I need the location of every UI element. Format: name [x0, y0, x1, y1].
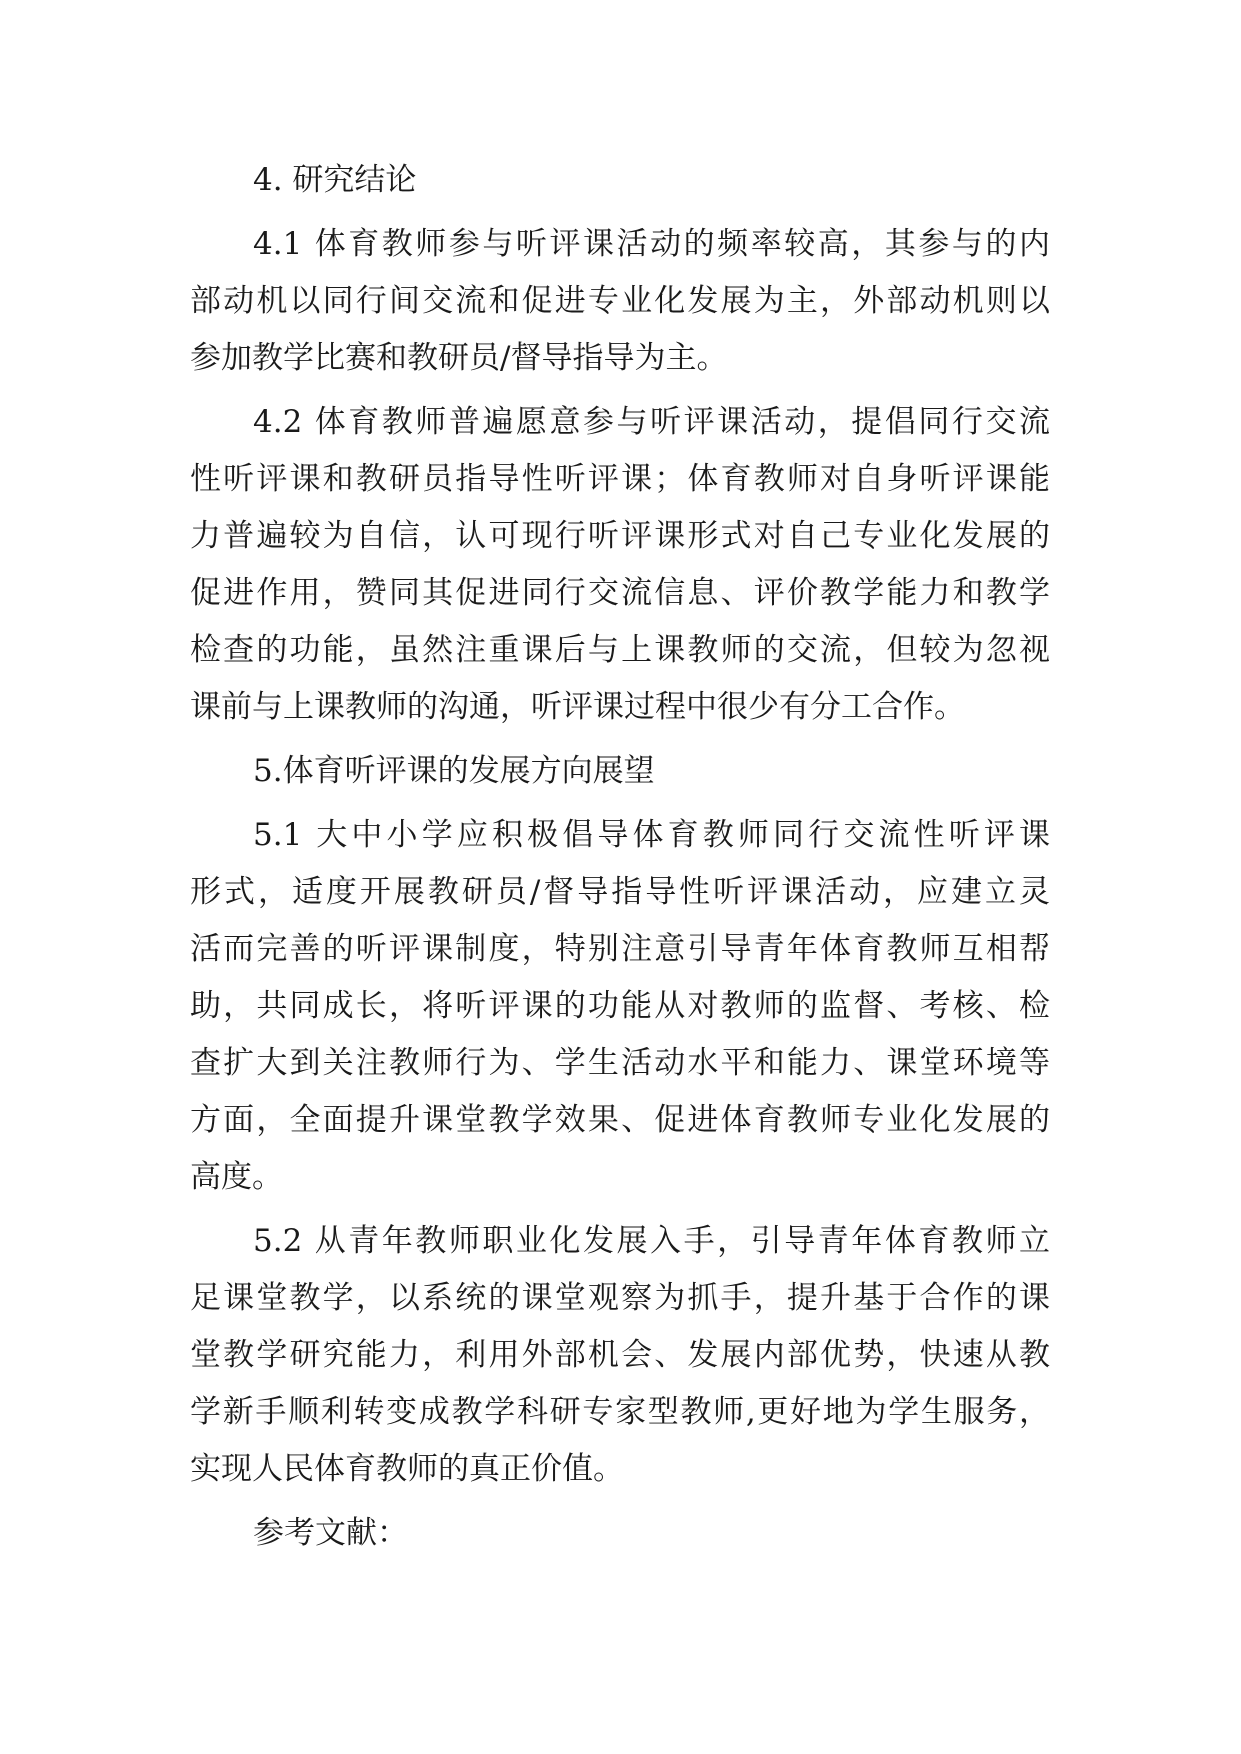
- paragraph-line: 促进作用，赞同其促进同行交流信息、评价教学能力和教学: [190, 575, 1050, 611]
- paragraph-line: 查扩大到关注教师行为、学生活动水平和能力、课堂环境等: [190, 1045, 1050, 1081]
- paragraph-line: 参加教学比赛和教研员/督导指导为主。: [190, 340, 728, 376]
- paragraph-line: 学新手顺利转变成教学科研专家型教师,更好地为学生服务，: [190, 1394, 1050, 1430]
- paragraph-line: 4.2 体育教师普遍愿意参与听评课活动，提倡同行交流: [253, 404, 1050, 440]
- paragraph-line: 力普遍较为自信，认可现行听评课形式对自己专业化发展的: [190, 518, 1050, 554]
- paragraph-line: 部动机以同行间交流和促进专业化发展为主，外部动机则以: [190, 283, 1050, 319]
- paragraph-line: 实现人民体育教师的真正价值。: [190, 1451, 624, 1487]
- paragraph-line: 检查的功能，虽然注重课后与上课教师的交流，但较为忽视: [190, 632, 1050, 668]
- paragraph-line: 5.2 从青年教师职业化发展入手，引导青年体育教师立: [253, 1223, 1050, 1259]
- paragraph-line: 形式，适度开展教研员/督导指导性听评课活动，应建立灵: [190, 874, 1050, 910]
- section-heading-4: 4. 研究结论: [253, 162, 417, 198]
- paragraph-line: 课前与上课教师的沟通，听评课过程中很少有分工合作。: [190, 689, 965, 725]
- references-heading: 参考文献：: [253, 1515, 408, 1551]
- paragraph-line: 4.1 体育教师参与听评课活动的频率较高，其参与的内: [253, 226, 1050, 262]
- section-heading-5: 5.体育听评课的发展方向展望: [253, 753, 655, 789]
- paragraph-line: 助，共同成长，将听评课的功能从对教师的监督、考核、检: [190, 988, 1050, 1024]
- paragraph-line: 堂教学研究能力，利用外部机会、发展内部优势，快速从教: [190, 1337, 1050, 1373]
- paragraph-line: 方面，全面提升课堂教学效果、促进体育教师专业化发展的: [190, 1102, 1050, 1138]
- paragraph-line: 高度。: [190, 1159, 283, 1195]
- paragraph-line: 5.1 大中小学应积极倡导体育教师同行交流性听评课: [253, 817, 1050, 853]
- paragraph-line: 性听评课和教研员指导性听评课；体育教师对自身听评课能: [190, 461, 1050, 497]
- paragraph-line: 足课堂教学，以系统的课堂观察为抓手，提升基于合作的课: [190, 1280, 1050, 1316]
- paragraph-line: 活而完善的听评课制度，特别注意引导青年体育教师互相帮: [190, 931, 1050, 967]
